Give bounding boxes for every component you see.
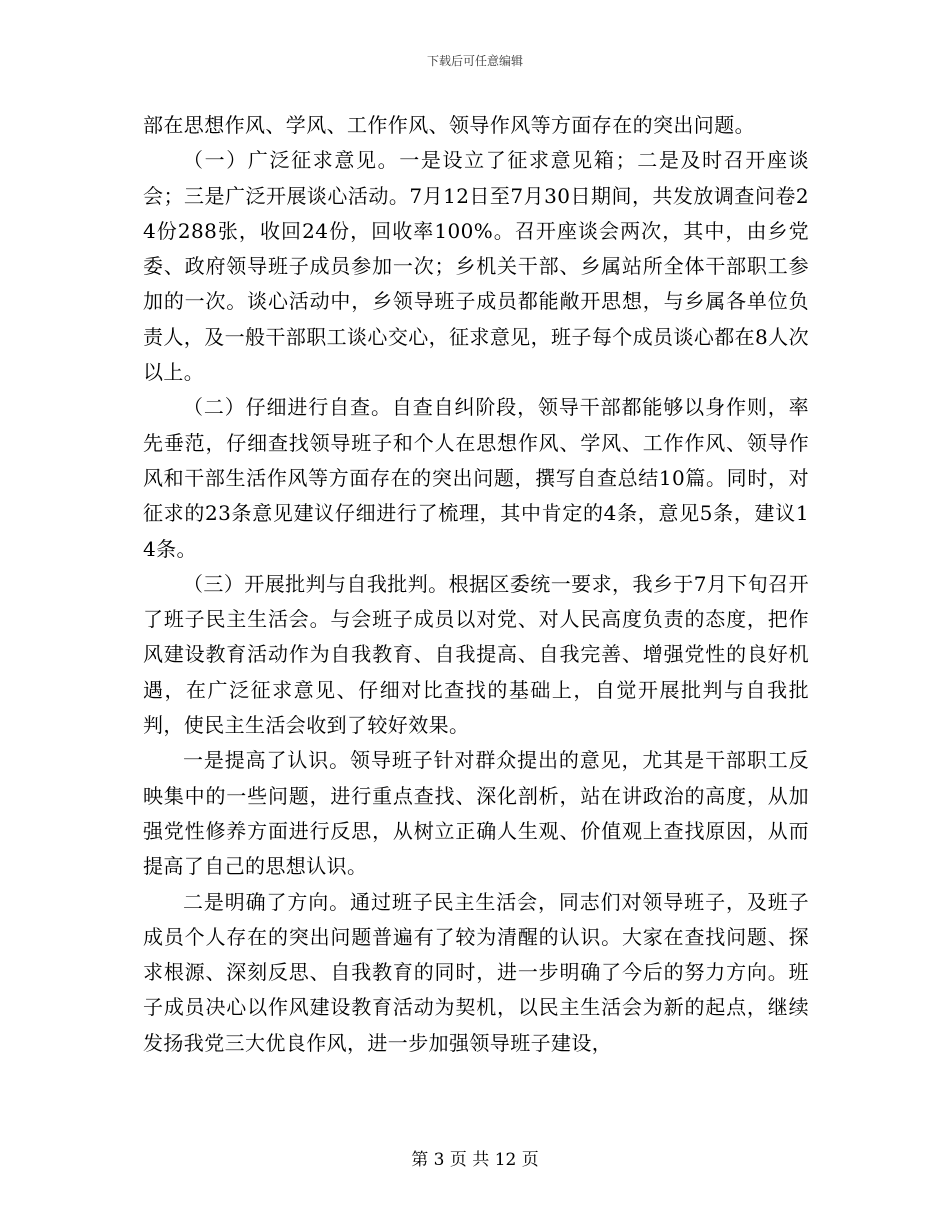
paragraph-criticism: （三）开展批判与自我批判。根据区委统一要求，我乡于7月下旬召开了班子民主生活会。与会班子成员以对党、对人民高度负责的态度，把作风建设教育活动作为自我教育、自我提高、自我完善、增强党性的良好机遇，在广泛征求意见、仔细对比查找的基础上，自觉开展批判与自我批判，使民主生活会收到了较好效果。	[143, 571, 809, 738]
document-body	[143, 108, 809, 1061]
page-number-footer: 第 3 页 共 12 页	[411, 1150, 539, 1170]
paragraph-awareness: 一是提高了认识。领导班子针对群众提出的意见，尤其是干部职工反映集中的一些问题，进行重点查找、深化剖析，站在讲政治的高度，从加强党性修养方面进行反思，从树立正确人生观、价值观上查找原因，从而提高了自己的思想认识。	[143, 748, 809, 879]
paragraph-continuation: 部在思想作风、学风、工作作风、领导作风等方面存在的突出问题。	[143, 113, 755, 137]
page-header: 下载后可任意编辑	[426, 54, 523, 68]
paragraph-self-inspection: （二）仔细进行自查。自查自纠阶段，领导干部都能够以身作则，率先垂范，仔细查找领导班子和个人在思想作风、学风、工作作风、领导作风和干部生活作风等方面存在的突出问题，撰写自查总结10篇。同时，对征求的23条意见建议仔细进行了梳理，其中肯定的4条，意见5条，建议14条。	[143, 395, 809, 561]
paragraph-direction: 二是明确了方向。通过班子民主生活会，同志们对领导班子，及班子成员个人存在的突出问题普遍有了较为清醒的认识。大家在查找问题、探求根源、深刻反思、自我教育的同时，进一步明确了今后的努力方向。班子成员决心以作风建设教育活动为契机，以民主生活会为新的起点，继续发扬我党三大优良作风，进一步加强领导班子建设，	[143, 889, 809, 1055]
paragraph-solicit-opinions: （一）广泛征求意见。一是设立了征求意见箱；二是及时召开座谈会；三是广泛开展谈心活动。7月12日至7月30日期间，共发放调查问卷24份288张，收回24份，回收率100%。召开座谈会两次，其中，由乡党委、政府领导班子成员参加一次；乡机关干部、乡属站所全体干部职工参加的一次。谈心活动中，乡领导班子成员都能敞开思想，与乡属各单位负责人，及一般干部职工谈心交心，征求意见，班子每个成员谈心都在8人次以上。	[143, 148, 809, 385]
